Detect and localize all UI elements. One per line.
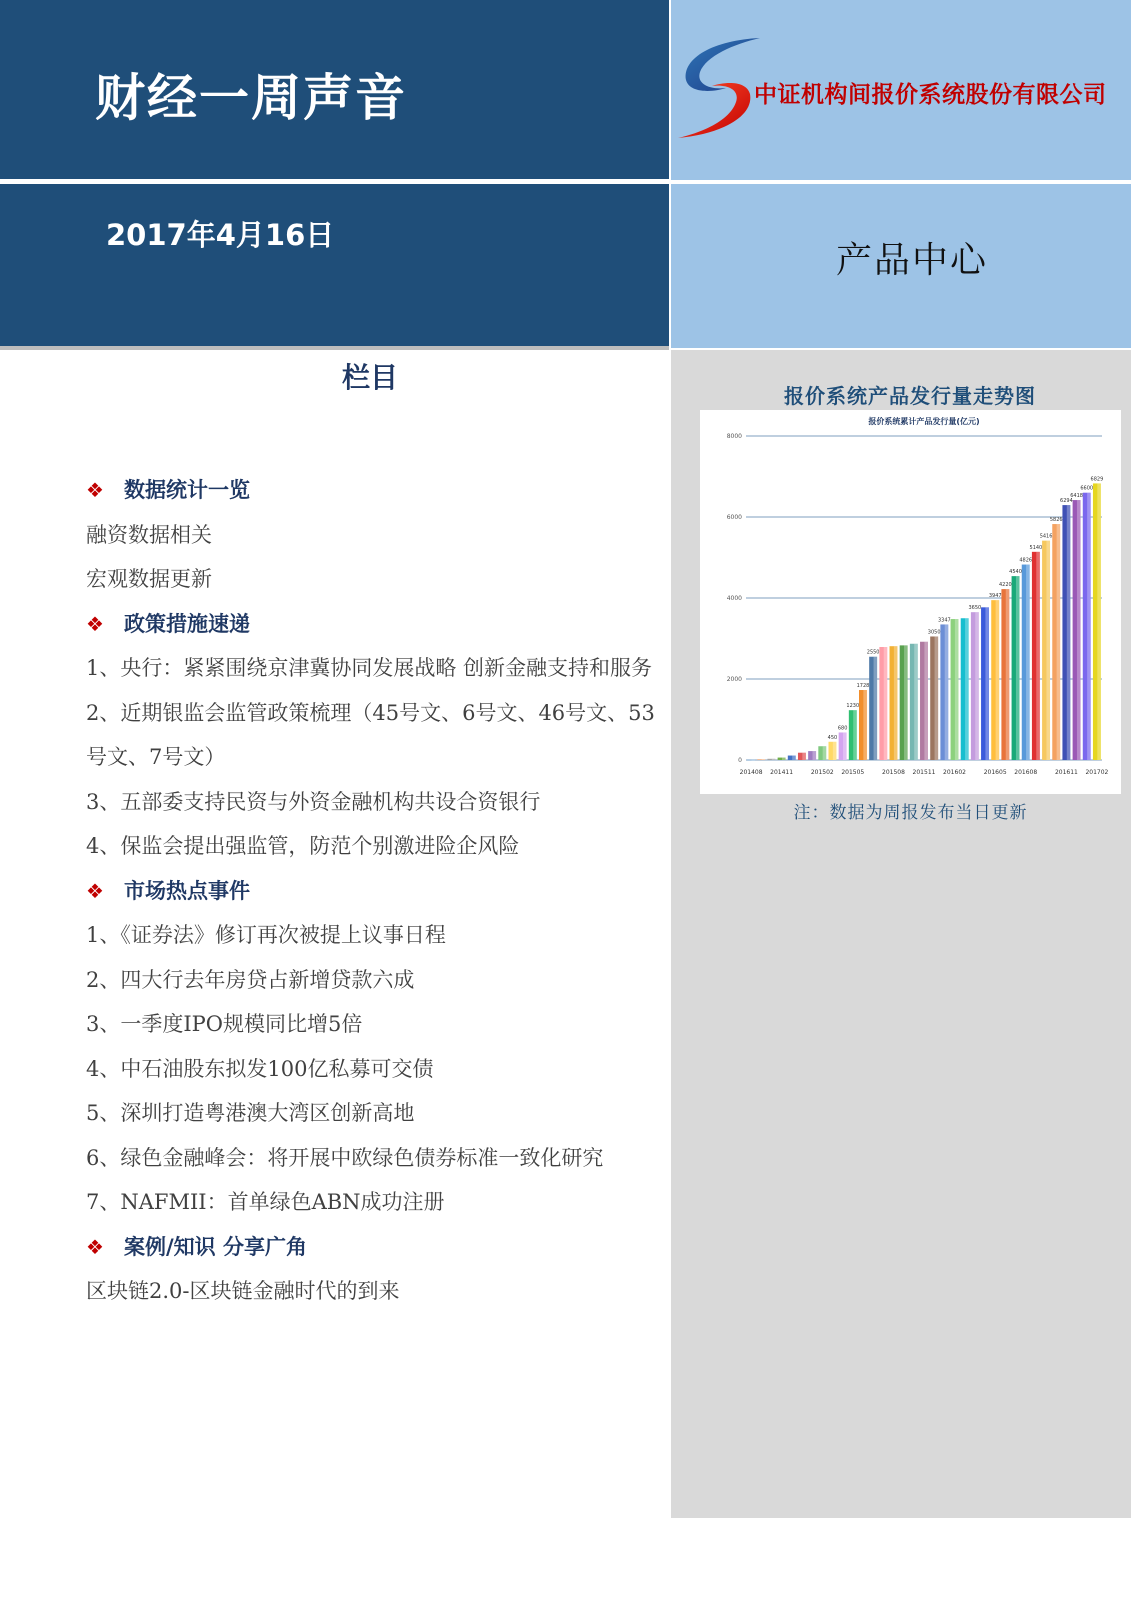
bar-highlight xyxy=(813,751,817,760)
toc-item: 4、保监会提出强监管，防范个别激进险企风险 xyxy=(86,834,520,858)
bar-highlight xyxy=(843,732,847,760)
bar-data-label: 6829 xyxy=(1090,476,1104,483)
toc-section-title xyxy=(86,869,656,914)
toc-section-label: 案例/知识 分享广角 xyxy=(124,1234,307,1259)
toc-section-label: 市场热点事件 xyxy=(124,878,250,903)
bar-highlight xyxy=(955,619,959,760)
y-tick-label: 2000 xyxy=(726,676,742,683)
bar-highlight xyxy=(924,642,928,760)
bar-data-label: 1728 xyxy=(856,683,870,690)
bar-data-label: 6294 xyxy=(1060,498,1073,505)
toc-section-title xyxy=(86,602,656,647)
bar-highlight xyxy=(1077,500,1081,760)
bar-highlight xyxy=(894,646,898,760)
bar-data-label: 4540 xyxy=(1009,569,1022,576)
bar-data-label: 3650 xyxy=(968,605,982,612)
company-logo-icon xyxy=(674,34,766,142)
toc-item: 1、央行：紧紧围绕京津冀协同发展战略 创新金融支持和服务 xyxy=(86,656,653,680)
bar-highlight xyxy=(1006,589,1010,760)
toc-item: 4、中石油股东拟发100亿私募可交债 xyxy=(86,1056,434,1081)
x-tick-label: 201611 xyxy=(1054,769,1078,776)
bar-highlight xyxy=(751,760,755,761)
department-name: 产品中心 xyxy=(836,240,989,281)
toc-section-title xyxy=(86,468,656,513)
header-shadow xyxy=(0,346,669,350)
x-tick-label: 201605 xyxy=(983,769,1007,776)
bar-data-label: 680 xyxy=(837,725,848,732)
toc-section-label: 数据统计一览 xyxy=(124,478,250,502)
header-date-panel xyxy=(0,184,669,346)
bar-data-label: 3347 xyxy=(937,617,951,624)
toc-item: 3、五部委支持民资与外资金融机构共设合资银行 xyxy=(86,789,541,814)
bar-highlight xyxy=(823,746,827,760)
table-of-contents xyxy=(86,468,656,1314)
page-title: 财经一周声音 xyxy=(95,69,407,127)
toc-item: 7、NAFMII：首单绿色ABN成功注册 xyxy=(86,1190,445,1214)
toc-item: 宏观数据更新 xyxy=(86,567,212,591)
bar-highlight xyxy=(965,618,969,760)
issuance-bar-chart xyxy=(700,410,1121,794)
bar-data-label: 450 xyxy=(827,734,838,741)
x-tick-label: 201702 xyxy=(1085,769,1109,776)
bar-highlight xyxy=(863,690,867,760)
chart-title: 报价系统累计产品发行量(亿元) xyxy=(868,417,980,426)
toc-item: 区块链2.0-区块链金融时代的到来 xyxy=(86,1279,400,1303)
bar-highlight xyxy=(975,612,979,760)
bar-highlight xyxy=(1026,565,1030,760)
y-tick-label: 4000 xyxy=(726,595,742,602)
bar-highlight xyxy=(1097,483,1101,760)
toc-item: 2、四大行去年房贷占新增贷款六成 xyxy=(86,967,415,992)
bar-highlight xyxy=(874,657,878,760)
bar-highlight xyxy=(985,607,989,760)
bar-data-label: 5416 xyxy=(1039,533,1053,540)
diamond-bullet-icon: ❖ xyxy=(86,611,104,636)
y-tick-label: 8000 xyxy=(726,433,742,440)
toc-item: 3、一季度IPO规模同比增5倍 xyxy=(86,1012,363,1036)
x-tick-label: 201511 xyxy=(912,769,936,776)
company-name: 中证机构间报价系统股份有限公司 xyxy=(754,82,1107,108)
bar-data-label: 3050 xyxy=(927,629,941,636)
toc-section-title xyxy=(86,1225,656,1270)
bar-highlight xyxy=(762,760,766,761)
x-tick-label: 201505 xyxy=(841,769,865,776)
issue-date: 2017年4月16日 xyxy=(106,218,335,252)
bar-highlight xyxy=(833,742,837,760)
chart-heading: 报价系统产品发行量走势图 xyxy=(784,384,1036,408)
bar-highlight xyxy=(802,753,806,760)
bar-data-label: 2550 xyxy=(866,649,880,656)
bar-data-label: 6418 xyxy=(1070,493,1083,500)
bar-highlight xyxy=(914,644,918,760)
issuance-chart-frame xyxy=(700,410,1121,794)
diamond-bullet-icon: ❖ xyxy=(86,1234,104,1259)
diamond-bullet-icon: ❖ xyxy=(86,878,104,903)
bar-highlight xyxy=(1016,576,1020,760)
bar-data-label: 6600 xyxy=(1080,485,1094,492)
x-tick-label: 201411 xyxy=(770,769,794,776)
bar-highlight xyxy=(772,759,776,760)
toc-section-label: 政策措施速递 xyxy=(124,611,250,636)
bar-highlight xyxy=(945,624,949,760)
bar-highlight xyxy=(935,636,939,760)
toc-item: 5、深圳打造粤港澳大湾区创新高地 xyxy=(86,1101,415,1125)
bar-highlight xyxy=(1046,541,1050,760)
toc-item: 融资数据相关 xyxy=(86,522,212,547)
toc-item: 6、绿色金融峰会：将开展中欧绿色债券标准一致化研究 xyxy=(86,1145,604,1170)
x-tick-label: 201508 xyxy=(882,769,905,776)
bar-highlight xyxy=(1067,505,1071,760)
bar-data-label: 3947 xyxy=(988,593,1002,600)
y-tick-label: 6000 xyxy=(726,514,742,521)
chart-note: 注：数据为周报发布当日更新 xyxy=(793,803,1028,823)
bar-highlight xyxy=(792,756,796,760)
x-tick-label: 201602 xyxy=(943,769,966,776)
bar-highlight xyxy=(1036,552,1040,760)
toc-heading: 栏目 xyxy=(341,361,398,394)
bar-data-label: 1230 xyxy=(846,703,860,710)
toc-item: 2、近期银监会监管政策梳理（45号文、6号文、46号文、53号文、7号文） xyxy=(86,700,655,769)
bar-highlight xyxy=(1087,493,1091,760)
y-tick-label: 0 xyxy=(738,757,742,764)
bar-data-label: 5140 xyxy=(1029,544,1043,551)
bar-highlight xyxy=(1057,524,1061,760)
bar-data-label: 4220 xyxy=(999,582,1012,589)
toc-item: 1、《证券法》修订再次被提上议事日程 xyxy=(86,923,446,947)
bar-highlight xyxy=(853,710,857,760)
x-tick-label: 201608 xyxy=(1014,769,1038,776)
bar-highlight xyxy=(782,758,786,760)
bar-data-label: 5826 xyxy=(1049,517,1063,524)
x-tick-label: 201502 xyxy=(810,769,834,776)
bar-highlight xyxy=(996,600,1000,760)
bar-data-label: 4826 xyxy=(1019,557,1033,564)
diamond-bullet-icon: ❖ xyxy=(86,478,104,502)
bar-highlight xyxy=(904,645,908,760)
bar-highlight xyxy=(884,647,888,760)
x-tick-label: 201408 xyxy=(739,769,763,776)
